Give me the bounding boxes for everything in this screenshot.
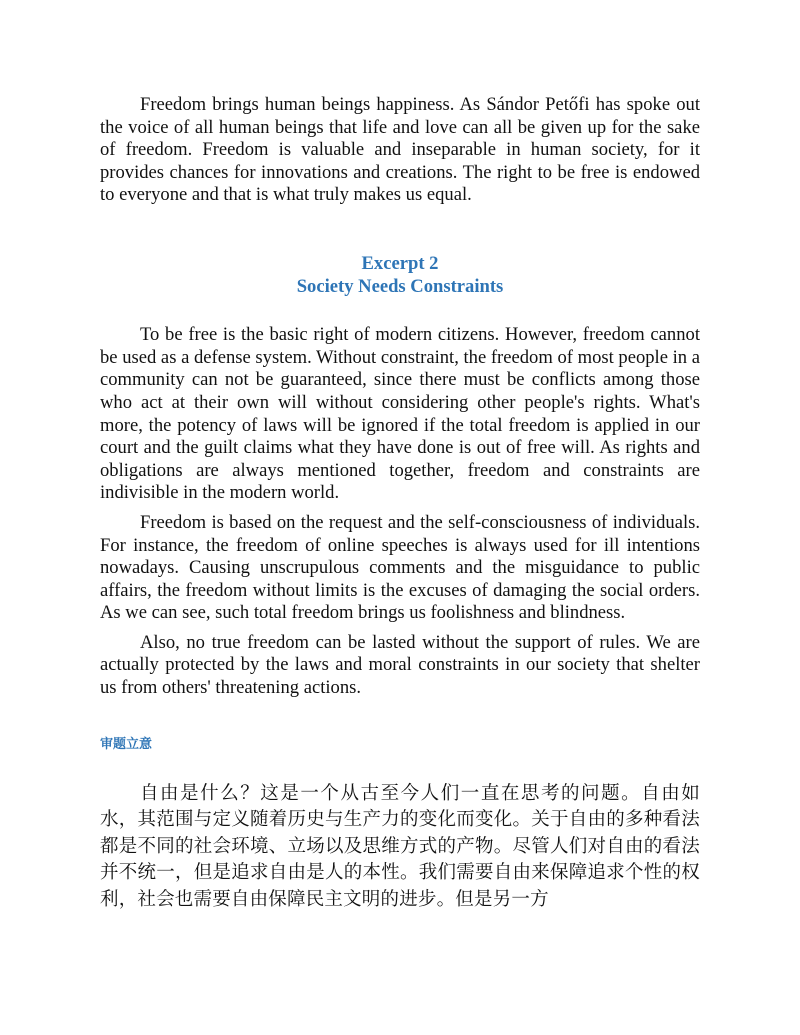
excerpt-heading [100, 253, 700, 298]
intro-paragraph: Freedom brings human beings happiness. As Sándor Petőfi has spoke out the voice of all human beings that life and love can all be given up for the sake of freedom. Freedom is valuable and inseparable in human society, for it provides chances for innovations and creations. The right to be free is endowed to everyone and that is what truly makes us equal. [100, 94, 700, 206]
analysis-paragraph: 自由是什么？这是一个从古至今人们一直在思考的问题。自由如水，其范围与定义随着历史与生产力的变化而变化。关于自由的多种看法都是不同的社会环境、立场以及思维方式的产物。尽管人们对自由的看法并不统一，但是追求自由是人的本性。我们需要自由来保障追求个性的权利，社会也需要自由保障民主文明的进步。但是另一方 [100, 782, 700, 910]
excerpt-label: Excerpt 2 [361, 252, 439, 274]
document-body [100, 94, 700, 932]
excerpt-paragraph-2: Freedom is based on the request and the self-consciousness of individuals. For instance, the freedom of online speeches is always used for ill intentions nowadays. Causing unscrupulous comments and the misguidance to public affairs, the freedom without limits is the excuses of damaging the social orders. As we can see, such total freedom brings us foolishness and blindness. [100, 511, 700, 624]
excerpt-paragraph-1: To be free is the basic right of modern citizens. However, freedom cannot be used as a defense system. Without constraint, the freedom of most people in a community can not be guaranteed, since there must be conflicts among those who act at their own will without considering other people's rights. What's more, the potency of laws will be ignored if the total freedom is applied in our court and the guilt claims what they have done is out of free will. As rights and obligations are always mentioned together, freedom and constraints are indivisible in the modern world. [100, 324, 700, 504]
excerpt-title: Society Needs Constraints [296, 275, 504, 297]
analysis-label: 审题立意 [100, 736, 153, 752]
excerpt-paragraph-3: Also, no true freedom can be lasted without the support of rules. We are actually protected by the laws and moral constraints in our society that shelter us from others' threatening actions. [100, 631, 700, 699]
